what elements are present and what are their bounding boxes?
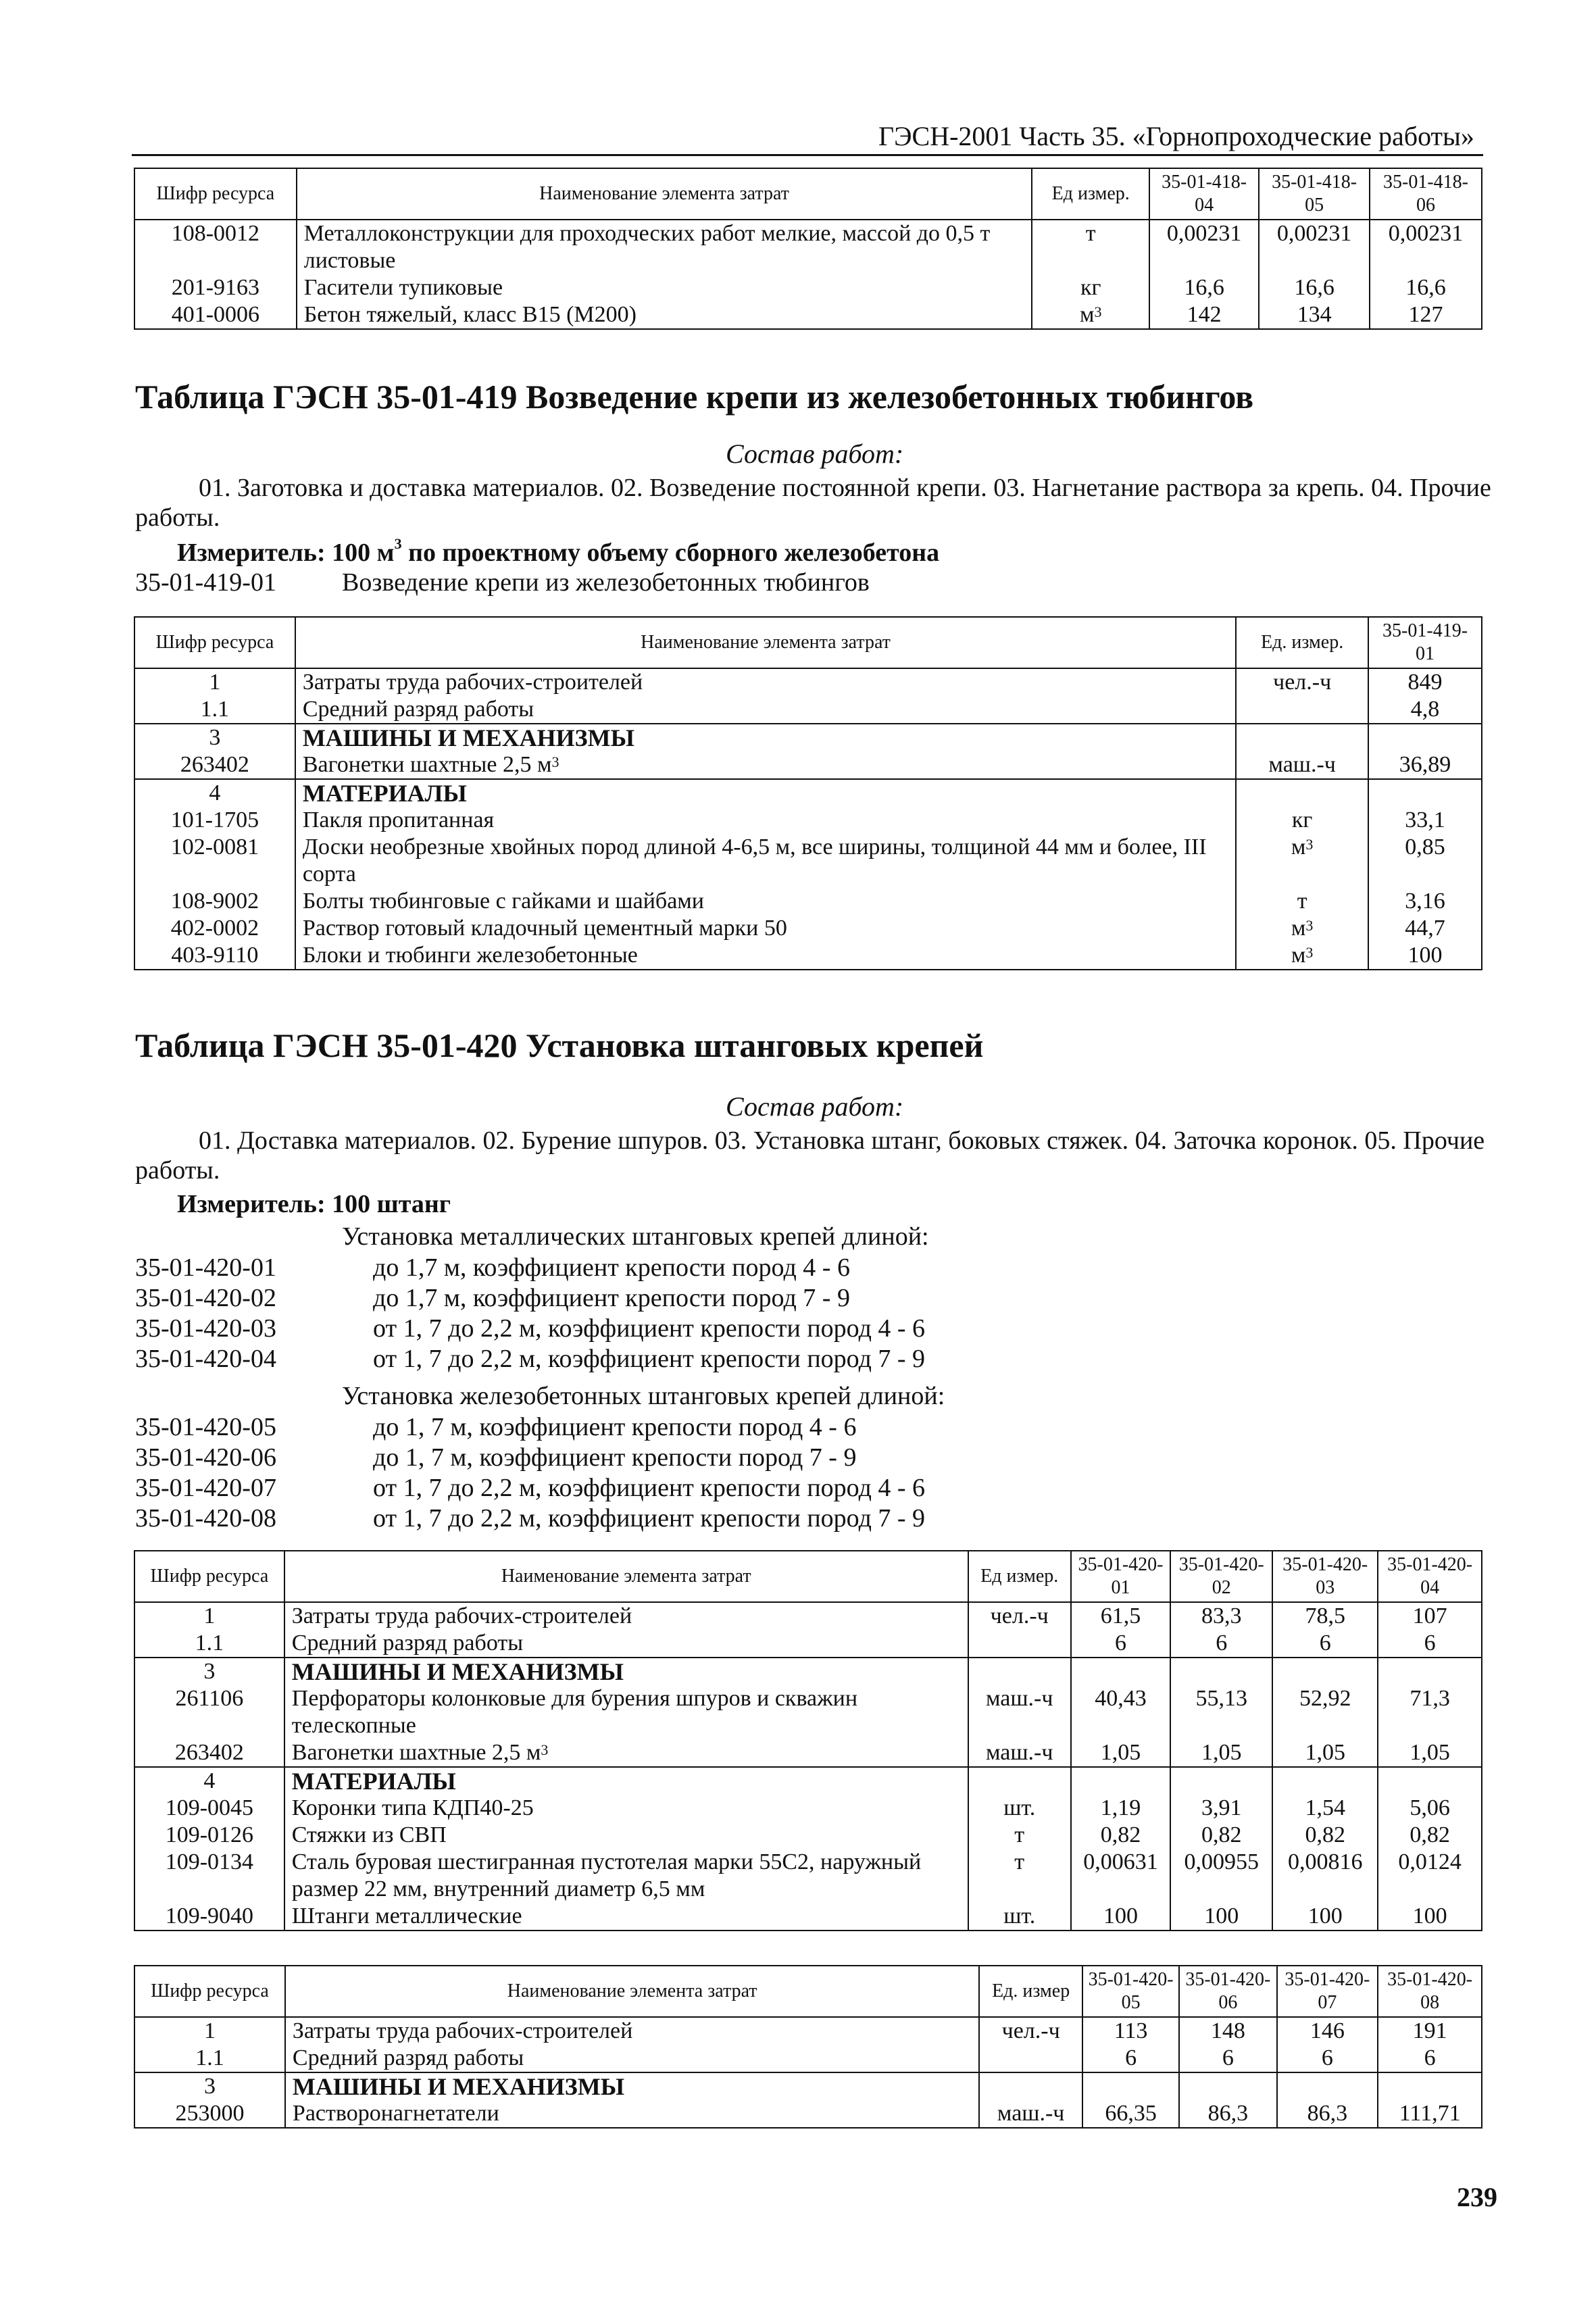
- cell-name: Гасители тупиковые: [297, 274, 1032, 301]
- table-row: [134, 301, 1482, 329]
- cell-value: 127: [1370, 301, 1482, 329]
- cell-value: 6: [1071, 1630, 1171, 1658]
- code-description: до 1,7 м, коэффициент крепости пород 4 - 6: [373, 1253, 850, 1282]
- sostav-text-419: 01. Заготовка и доставка материалов. 02. Возведение постоянной крепи. 03. Нагнетание раствора за крепь. 04. Прочие работы.: [135, 474, 1491, 532]
- col-header: 35-01-420-04: [1378, 1551, 1482, 1602]
- cell-value: 113: [1082, 2017, 1179, 2045]
- cell-value: [1179, 2072, 1276, 2100]
- measure-420: Измеритель: 100 штанг: [177, 1190, 451, 1218]
- sostav-text-420: 01. Доставка материалов. 02. Бурение шпуров. 03. Установка штанг, боковых стяжек. 04. Заточка коронок. 05. Прочие работы.: [135, 1126, 1485, 1185]
- table-row: [134, 724, 1482, 751]
- table-420-1: [134, 1550, 1482, 1931]
- table-row: [134, 915, 1482, 942]
- cell-code: 201-9163: [134, 274, 297, 301]
- cell-value: 55,13: [1170, 1685, 1272, 1739]
- code-number: 35-01-420-07: [135, 1474, 276, 1502]
- code-number: 35-01-420-01: [135, 1253, 276, 1282]
- col-unit-header: Ед. измер: [979, 1966, 1082, 2017]
- cell-unit: т: [968, 1822, 1071, 1849]
- code-number: 35-01-420-04: [135, 1345, 276, 1373]
- cell-unit: маш.-ч: [968, 1685, 1071, 1739]
- code-number: 35-01-420-06: [135, 1443, 276, 1472]
- table-row: [134, 1795, 1482, 1822]
- cell-unit: т: [968, 1849, 1071, 1903]
- cell-unit: т: [1236, 888, 1368, 915]
- table-row: [134, 2100, 1482, 2128]
- cell-value: [1378, 2072, 1482, 2100]
- cell-value: 78,5: [1272, 1602, 1378, 1630]
- cell-code: 1: [134, 2017, 285, 2045]
- col-name-header: Наименование элемента затрат: [295, 617, 1236, 668]
- code-description: от 1, 7 до 2,2 м, коэффициент крепости пород 7 - 9: [373, 1345, 926, 1373]
- cell-value: 6: [1170, 1630, 1272, 1658]
- cell-value: [1071, 1658, 1171, 1685]
- cell-value: 33,1: [1368, 807, 1482, 834]
- table-row: [134, 888, 1482, 915]
- code-description: до 1, 7 м, коэффициент крепости пород 4 - 6: [373, 1413, 857, 1441]
- cell-code: 101-1705: [134, 807, 295, 834]
- cell-value: 0,0124: [1378, 1849, 1482, 1903]
- cell-value: 66,35: [1082, 2100, 1179, 2128]
- cell-name: МАТЕРИАЛЫ: [284, 1767, 968, 1795]
- cell-code: 261106: [134, 1685, 284, 1739]
- code-number: 35-01-420-08: [135, 1504, 276, 1533]
- table-row: [134, 1658, 1482, 1685]
- cell-value: 6: [1272, 1630, 1378, 1658]
- cell-code: 401-0006: [134, 301, 297, 329]
- cell-name: МАШИНЫ И МЕХАНИЗМЫ: [295, 724, 1236, 751]
- table-row: [134, 751, 1482, 779]
- cell-name: Вагонетки шахтные 2,5 $м^3$: [295, 751, 1236, 779]
- running-header: ГЭСН-2001 Часть 35. «Горнопроходческие работы»: [878, 121, 1474, 151]
- cell-name: Затраты труда рабочих-строителей: [284, 1602, 968, 1630]
- measure-419: Измеритель: 100 $м^3$ по проектному объему сборного железобетона: [177, 535, 940, 567]
- cell-name: Сталь буровая шестигранная пустотелая марки 55С2, наружный размер 22 мм, внутренний диаметр 6,5 мм: [284, 1849, 968, 1903]
- cell-value: 0,82: [1071, 1822, 1171, 1849]
- table-row: [134, 1849, 1482, 1903]
- cell-value: 1,19: [1071, 1795, 1171, 1822]
- code-419-01: 35-01-419-01: [135, 568, 276, 597]
- cell-value: [1082, 2072, 1179, 2100]
- cell-value: 0,00955: [1170, 1849, 1272, 1903]
- col-header: 35-01-418-04: [1149, 168, 1259, 220]
- group1-title: Установка металлических штанговых крепей длиной:: [342, 1222, 929, 1251]
- cell-value: 849: [1368, 668, 1482, 696]
- code-number: 35-01-420-05: [135, 1413, 276, 1441]
- cell-name: Раствор готовый кладочный цементный марки 50: [295, 915, 1236, 942]
- cell-code: 402-0002: [134, 915, 295, 942]
- cell-value: 44,7: [1368, 915, 1482, 942]
- table-420-title: Таблица ГЭСН 35-01-420 Установка штанговых крепей: [135, 1026, 984, 1064]
- code-entry: [135, 1473, 1216, 1503]
- cell-name: Стяжки из СВП: [284, 1822, 968, 1849]
- cell-code: 109-0134: [134, 1849, 284, 1903]
- cell-value: [1277, 2072, 1378, 2100]
- cell-code: 3: [134, 724, 295, 751]
- cell-value: [1170, 1658, 1272, 1685]
- cell-value: [1368, 779, 1482, 807]
- cell-value: 0,00631: [1071, 1849, 1171, 1903]
- cell-value: 16,6: [1370, 274, 1482, 301]
- cell-unit: маш.-ч: [968, 1739, 1071, 1767]
- table-row: [134, 1739, 1482, 1767]
- code-description: от 1, 7 до 2,2 м, коэффициент крепости пород 4 - 6: [373, 1314, 926, 1343]
- code-number: 35-01-420-02: [135, 1284, 276, 1312]
- cell-value: 0,00231: [1370, 220, 1482, 274]
- cell-value: [1378, 1658, 1482, 1685]
- cell-unit: [968, 1658, 1071, 1685]
- cell-code: 3: [134, 1658, 284, 1685]
- table-420-2-body: [134, 2017, 1482, 2128]
- cell-value: 6: [1082, 2045, 1179, 2072]
- cell-code: 1.1: [134, 2045, 285, 2072]
- cell-value: 86,3: [1179, 2100, 1276, 2128]
- cell-name: Металлоконструкции для проходческих работ мелкие, массой до 0,5 т листовые: [297, 220, 1032, 274]
- col-unit-header: Ед измер.: [1032, 168, 1149, 220]
- table-420-1-body: [134, 1602, 1482, 1931]
- cell-code: 109-0045: [134, 1795, 284, 1822]
- cell-name: Вагонетки шахтные 2,5 $м^3$: [284, 1739, 968, 1767]
- cell-code: 403-9110: [134, 942, 295, 970]
- cell-unit: [968, 1767, 1071, 1795]
- code-description: до 1,7 м, коэффициент крепости пород 7 - 9: [373, 1284, 850, 1312]
- cell-unit: маш.-ч: [979, 2100, 1082, 2128]
- table-row: [134, 807, 1482, 834]
- cell-code: 109-9040: [134, 1903, 284, 1931]
- cell-code: 1: [134, 1602, 284, 1630]
- cell-name: МАТЕРИАЛЫ: [295, 779, 1236, 807]
- table-row: [134, 1685, 1482, 1739]
- cell-value: 3,91: [1170, 1795, 1272, 1822]
- header-rule: [132, 154, 1483, 156]
- table-row: [134, 779, 1482, 807]
- table-row: [134, 274, 1482, 301]
- cell-unit: [1236, 724, 1368, 751]
- cell-value: 146: [1277, 2017, 1378, 2045]
- cell-code: 108-0012: [134, 220, 297, 274]
- cell-name: Средний разряд работы: [295, 696, 1236, 724]
- cell-unit: шт.: [968, 1795, 1071, 1822]
- cell-name: Блоки и тюбинги железобетонные: [295, 942, 1236, 970]
- cell-unit: чел.-ч: [979, 2017, 1082, 2045]
- code-entry: [135, 1412, 1216, 1443]
- table-row: [134, 220, 1482, 274]
- cell-value: 191: [1378, 2017, 1482, 2045]
- code-419-01-desc: Возведение крепи из железобетонных тюбингов: [342, 568, 870, 597]
- cell-value: 71,3: [1378, 1685, 1482, 1739]
- cell-value: 83,3: [1170, 1602, 1272, 1630]
- cell-name: Средний разряд работы: [284, 1630, 968, 1658]
- col-header: 35-01-420-08: [1378, 1966, 1482, 2017]
- cell-value: 1,05: [1170, 1739, 1272, 1767]
- cell-unit: [1236, 779, 1368, 807]
- col-header: 35-01-420-07: [1277, 1966, 1378, 2017]
- code-number: 35-01-420-03: [135, 1314, 276, 1343]
- cell-value: 6: [1378, 2045, 1482, 2072]
- cell-name: Затраты труда рабочих-строителей: [285, 2017, 979, 2045]
- cell-code: 263402: [134, 751, 295, 779]
- cell-unit: шт.: [968, 1903, 1071, 1931]
- col-header: 35-01-420-01: [1071, 1551, 1171, 1602]
- table-row: [134, 2017, 1482, 2045]
- page-number: 239: [1457, 2182, 1497, 2212]
- code-description: от 1, 7 до 2,2 м, коэффициент крепости пород 4 - 6: [373, 1474, 926, 1502]
- cell-name: Доски необрезные хвойных пород длиной 4-6,5 м, все ширины, толщиной 44 мм и более, III сорта: [295, 834, 1236, 888]
- table-row: [134, 668, 1482, 696]
- cell-value: 61,5: [1071, 1602, 1171, 1630]
- cell-value: 100: [1071, 1903, 1171, 1931]
- code-list-2: [135, 1412, 1216, 1534]
- cell-name: Затраты труда рабочих-строителей: [295, 668, 1236, 696]
- table-row: [134, 696, 1482, 724]
- table-418-body: [134, 220, 1482, 329]
- cell-code: 263402: [134, 1739, 284, 1767]
- cell-name: Штанги металлические: [284, 1903, 968, 1931]
- table-row: [134, 1630, 1482, 1658]
- col-code-header: Шифр ресурса: [134, 168, 297, 220]
- cell-name: Средний разряд работы: [285, 2045, 979, 2072]
- code-description: до 1, 7 м, коэффициент крепости пород 7 - 9: [373, 1443, 857, 1472]
- cell-unit: $м^3$: [1236, 834, 1368, 888]
- cell-name: Растворонагнетатели: [285, 2100, 979, 2128]
- cell-value: 0,82: [1272, 1822, 1378, 1849]
- cell-value: 86,3: [1277, 2100, 1378, 2128]
- cell-value: 5,06: [1378, 1795, 1482, 1822]
- cell-unit: [1236, 696, 1368, 724]
- col-unit-header: Ед измер.: [968, 1551, 1071, 1602]
- cell-value: 0,85: [1368, 834, 1482, 888]
- col-header: 35-01-420-03: [1272, 1551, 1378, 1602]
- cell-value: 40,43: [1071, 1685, 1171, 1739]
- cell-code: 108-9002: [134, 888, 295, 915]
- table-420-2: [134, 1965, 1482, 2129]
- table-row: [134, 1602, 1482, 1630]
- code-entry: [135, 1314, 1216, 1344]
- cell-unit: [979, 2072, 1082, 2100]
- cell-value: 6: [1378, 1630, 1482, 1658]
- cell-value: 0,00231: [1259, 220, 1370, 274]
- cell-value: [1170, 1767, 1272, 1795]
- cell-value: 3,16: [1368, 888, 1482, 915]
- cell-unit: чел.-ч: [1236, 668, 1368, 696]
- cell-value: 100: [1272, 1903, 1378, 1931]
- cell-value: 100: [1170, 1903, 1272, 1931]
- code-entry: [135, 1443, 1216, 1473]
- cell-value: 0,00816: [1272, 1849, 1378, 1903]
- cell-value: 107: [1378, 1602, 1482, 1630]
- col-code-header: Шифр ресурса: [134, 617, 295, 668]
- col-code-header: Шифр ресурса: [134, 1966, 285, 2017]
- cell-unit: кг: [1236, 807, 1368, 834]
- cell-code: 1.1: [134, 1630, 284, 1658]
- table-row: [134, 1903, 1482, 1931]
- cell-code: 253000: [134, 2100, 285, 2128]
- table-row: [134, 2045, 1482, 2072]
- table-419: [134, 616, 1482, 970]
- cell-value: [1368, 724, 1482, 751]
- cell-unit: $м^3$: [1236, 915, 1368, 942]
- cell-value: [1071, 1767, 1171, 1795]
- cell-value: 6: [1179, 2045, 1276, 2072]
- col-header: 35-01-419-01: [1368, 617, 1482, 668]
- table-418-tail: [134, 168, 1482, 330]
- table-419-title: Таблица ГЭСН 35-01-419 Возведение крепи из железобетонных тюбингов: [135, 378, 1254, 416]
- col-unit-header: Ед. измер.: [1236, 617, 1368, 668]
- code-entry: [135, 1344, 1216, 1374]
- cell-value: 0,00231: [1149, 220, 1259, 274]
- cell-value: 1,54: [1272, 1795, 1378, 1822]
- cell-name: Пакля пропитанная: [295, 807, 1236, 834]
- cell-value: 0,82: [1378, 1822, 1482, 1849]
- table-row: [134, 942, 1482, 970]
- table-row: [134, 1767, 1482, 1795]
- table-row: [134, 2072, 1482, 2100]
- cell-value: 1,05: [1272, 1739, 1378, 1767]
- cell-value: 0,82: [1170, 1822, 1272, 1849]
- cell-unit: кг: [1032, 274, 1149, 301]
- cell-value: 6: [1277, 2045, 1378, 2072]
- cell-value: 16,6: [1149, 274, 1259, 301]
- cell-code: 3: [134, 2072, 285, 2100]
- table-row: [134, 1822, 1482, 1849]
- cell-unit: чел.-ч: [968, 1602, 1071, 1630]
- cell-value: [1272, 1658, 1378, 1685]
- cell-value: 134: [1259, 301, 1370, 329]
- cell-value: 142: [1149, 301, 1259, 329]
- col-header: 35-01-418-05: [1259, 168, 1370, 220]
- cell-value: 16,6: [1259, 274, 1370, 301]
- cell-code: 4: [134, 779, 295, 807]
- code-list-1: [135, 1253, 1216, 1374]
- cell-value: [1378, 1767, 1482, 1795]
- cell-unit: $м^3$: [1236, 942, 1368, 970]
- col-header: 35-01-420-05: [1082, 1966, 1179, 2017]
- group2-title: Установка железобетонных штанговых крепей длиной:: [342, 1382, 945, 1410]
- cell-name: Коронки типа КДП40-25: [284, 1795, 968, 1822]
- sostav-label-420: Состав работ:: [726, 1091, 904, 1122]
- cell-unit: маш.-ч: [1236, 751, 1368, 779]
- col-header: 35-01-420-06: [1179, 1966, 1276, 2017]
- col-header: 35-01-418-06: [1370, 168, 1482, 220]
- cell-value: 100: [1368, 942, 1482, 970]
- col-name-header: Наименование элемента затрат: [285, 1966, 979, 2017]
- cell-code: 109-0126: [134, 1822, 284, 1849]
- cell-value: 111,71: [1378, 2100, 1482, 2128]
- cell-code: 102-0081: [134, 834, 295, 888]
- cell-name: Болты тюбинговые с гайками и шайбами: [295, 888, 1236, 915]
- cell-unit: [968, 1630, 1071, 1658]
- cell-code: 4: [134, 1767, 284, 1795]
- cell-unit: [979, 2045, 1082, 2072]
- code-entry: [135, 1253, 1216, 1283]
- cell-unit: $м^3$: [1032, 301, 1149, 329]
- col-code-header: Шифр ресурса: [134, 1551, 284, 1602]
- cell-value: 4,8: [1368, 696, 1482, 724]
- cell-value: 1,05: [1378, 1739, 1482, 1767]
- cell-name: МАШИНЫ И МЕХАНИЗМЫ: [285, 2072, 979, 2100]
- cell-name: Перфораторы колонковые для бурения шпуров и скважин телескопные: [284, 1685, 968, 1739]
- cell-value: 148: [1179, 2017, 1276, 2045]
- cell-name: МАШИНЫ И МЕХАНИЗМЫ: [284, 1658, 968, 1685]
- code-entry: [135, 1503, 1216, 1534]
- cell-code: 1.1: [134, 696, 295, 724]
- table-row: [134, 834, 1482, 888]
- sostav-label-419: Состав работ:: [726, 439, 904, 469]
- col-header: 35-01-420-02: [1170, 1551, 1272, 1602]
- cell-value: 100: [1378, 1903, 1482, 1931]
- cell-value: [1272, 1767, 1378, 1795]
- table-419-body: [134, 668, 1482, 970]
- code-entry: [135, 1283, 1216, 1314]
- cell-unit: т: [1032, 220, 1149, 274]
- cell-value: 1,05: [1071, 1739, 1171, 1767]
- cell-value: 52,92: [1272, 1685, 1378, 1739]
- col-name-header: Наименование элемента затрат: [284, 1551, 968, 1602]
- cell-name: Бетон тяжелый, класс В15 (М200): [297, 301, 1032, 329]
- cell-value: 36,89: [1368, 751, 1482, 779]
- code-description: от 1, 7 до 2,2 м, коэффициент крепости пород 7 - 9: [373, 1504, 926, 1533]
- col-name-header: Наименование элемента затрат: [297, 168, 1032, 220]
- cell-code: 1: [134, 668, 295, 696]
